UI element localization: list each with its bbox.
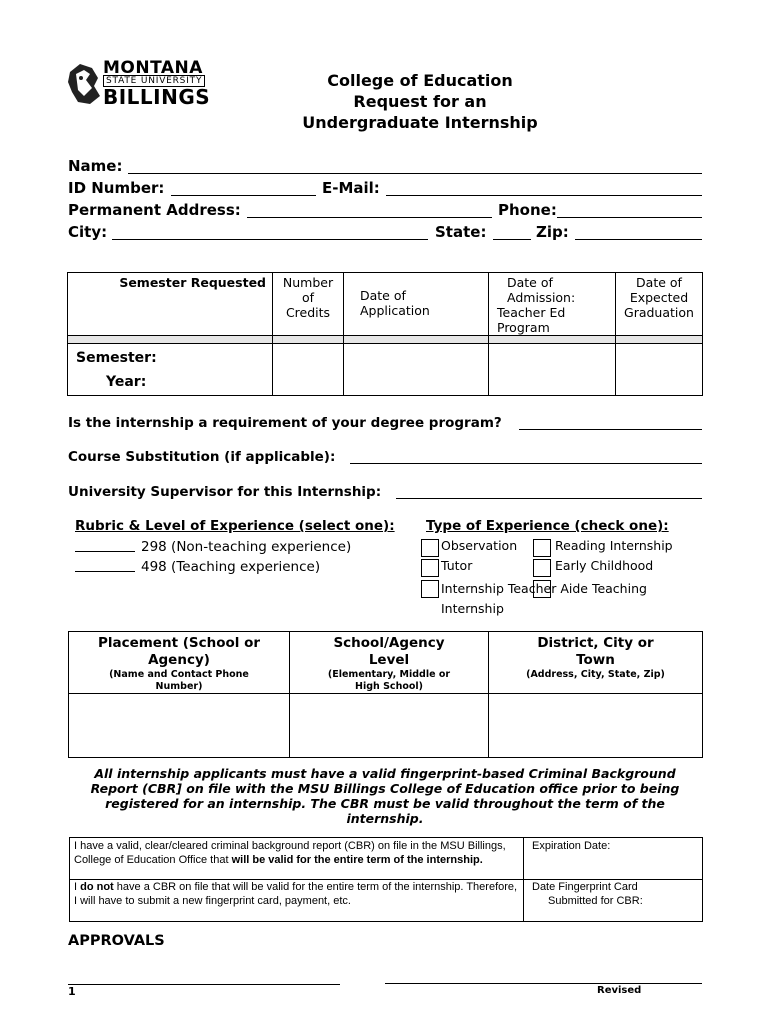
course-substitution-label: Course Substitution (if applicable): <box>68 449 336 465</box>
id-number-label: ID Number: <box>68 179 165 197</box>
application-date-header: Date of Application <box>344 273 489 336</box>
city-label: City: <box>68 223 108 241</box>
zip-label: Zip: <box>536 223 569 241</box>
early-childhood-checkbox[interactable] <box>533 559 551 577</box>
approvals-heading: APPROVALS <box>68 933 165 949</box>
cbr-invalid-row: I do not have a CBR on file that will be valid for the entire term of the internship. Therefore, I will have to submit a new fingerprint card, payment, etc. <box>70 880 524 922</box>
email-input-line[interactable] <box>386 195 702 196</box>
permanent-address-input-line[interactable] <box>247 217 492 218</box>
credits-cell[interactable] <box>273 344 344 396</box>
early-childhood-label: Early Childhood <box>555 558 654 573</box>
observation-label: Observation <box>441 538 518 553</box>
logo-montana: MONTANA <box>103 58 203 78</box>
credits-header: Number of Credits <box>273 273 344 336</box>
internship-label: Internship Teacher Aide Teaching Internship <box>441 581 647 616</box>
approval-signature-line-1[interactable] <box>68 984 340 985</box>
internship-checkbox[interactable] <box>421 580 439 598</box>
agency-level-header: School/Agency Level (Elementary, Middle or High School) <box>290 632 489 694</box>
agency-level-input-cell[interactable] <box>290 694 489 758</box>
id-number-input-line[interactable] <box>171 195 316 196</box>
bobcat-icon <box>66 62 102 106</box>
logo-billings: BILLINGS <box>103 85 211 109</box>
course-substitution-input-line[interactable] <box>350 463 702 464</box>
cbr-table <box>69 837 703 922</box>
placement-header: Placement (School or Agency) (Name and Contact Phone Number) <box>69 632 290 694</box>
approval-signature-line-2[interactable] <box>385 983 702 984</box>
supervisor-input-line[interactable] <box>396 498 702 499</box>
rubric-298-label: 298 (Non-teaching experience) <box>141 539 352 555</box>
reading-internship-label: Reading Internship <box>555 538 673 553</box>
university-logo <box>66 58 216 108</box>
admission-date-header: Date of Admission: Teacher Ed Program <box>489 273 616 336</box>
semester-requested-header: Semester Requested <box>68 273 273 336</box>
observation-checkbox[interactable] <box>421 539 439 557</box>
rubric-heading: Rubric & Level of Experience (select one): <box>75 518 395 534</box>
fingerprint-date-cell[interactable]: Date Fingerprint Card Submitted for CBR: <box>524 880 703 922</box>
email-label: E-Mail: <box>322 179 380 197</box>
cbr-notice: All internship applicants must have a valid fingerprint-based Criminal Background Report (CBR] on file with the MSU Billings College of Education office prior to being registered for an internship. The CBR must be valid throughout the term of the internship. <box>90 766 680 826</box>
reading-internship-checkbox[interactable] <box>533 539 551 557</box>
placement-table <box>68 631 703 758</box>
revised-label: Revised <box>597 985 642 996</box>
logo-state-university: STATE UNIVERSITY <box>103 75 205 87</box>
tutor-checkbox[interactable] <box>421 559 439 577</box>
permanent-address-label: Permanent Address: <box>68 201 241 219</box>
city-input-line[interactable] <box>112 239 428 240</box>
district-header: District, City or Town (Address, City, State, Zip) <box>489 632 703 694</box>
district-input-cell[interactable] <box>489 694 703 758</box>
state-label: State: <box>435 223 487 241</box>
graduation-date-cell[interactable] <box>616 344 703 396</box>
admission-date-cell[interactable] <box>489 344 616 396</box>
tutor-label: Tutor <box>441 558 473 573</box>
semester-table <box>67 272 703 396</box>
experience-heading: Type of Experience (check one): <box>426 518 669 534</box>
rubric-498-label: 498 (Teaching experience) <box>141 559 321 575</box>
rubric-298-line[interactable] <box>75 551 135 552</box>
rubric-498-line[interactable] <box>75 571 135 572</box>
requirement-input-line[interactable] <box>519 429 702 430</box>
page-number: 1 <box>68 985 76 998</box>
expiration-date-cell[interactable]: Expiration Date: <box>524 838 703 880</box>
graduation-date-header: Date of Expected Graduation <box>616 273 703 336</box>
supervisor-label: University Supervisor for this Internship: <box>68 484 382 500</box>
cbr-valid-row: I have a valid, clear/cleared criminal background report (CBR) on file in the MSU Billings, College of Education Office that will be valid for the entire term of the internship. <box>70 838 524 880</box>
phone-input-line[interactable] <box>557 217 702 218</box>
name-input-line[interactable] <box>128 173 702 174</box>
zip-input-line[interactable] <box>575 239 702 240</box>
semester-year-cell: Semester: Year: <box>68 344 273 396</box>
requirement-question: Is the internship a requirement of your degree program? <box>68 415 502 431</box>
application-date-cell[interactable] <box>344 344 489 396</box>
placement-input-cell[interactable] <box>69 694 290 758</box>
phone-label: Phone: <box>498 201 557 219</box>
state-input-line[interactable] <box>493 239 531 240</box>
name-label: Name: <box>68 157 123 175</box>
page-title: College of Education Request for an Undergraduate Internship <box>302 71 538 132</box>
